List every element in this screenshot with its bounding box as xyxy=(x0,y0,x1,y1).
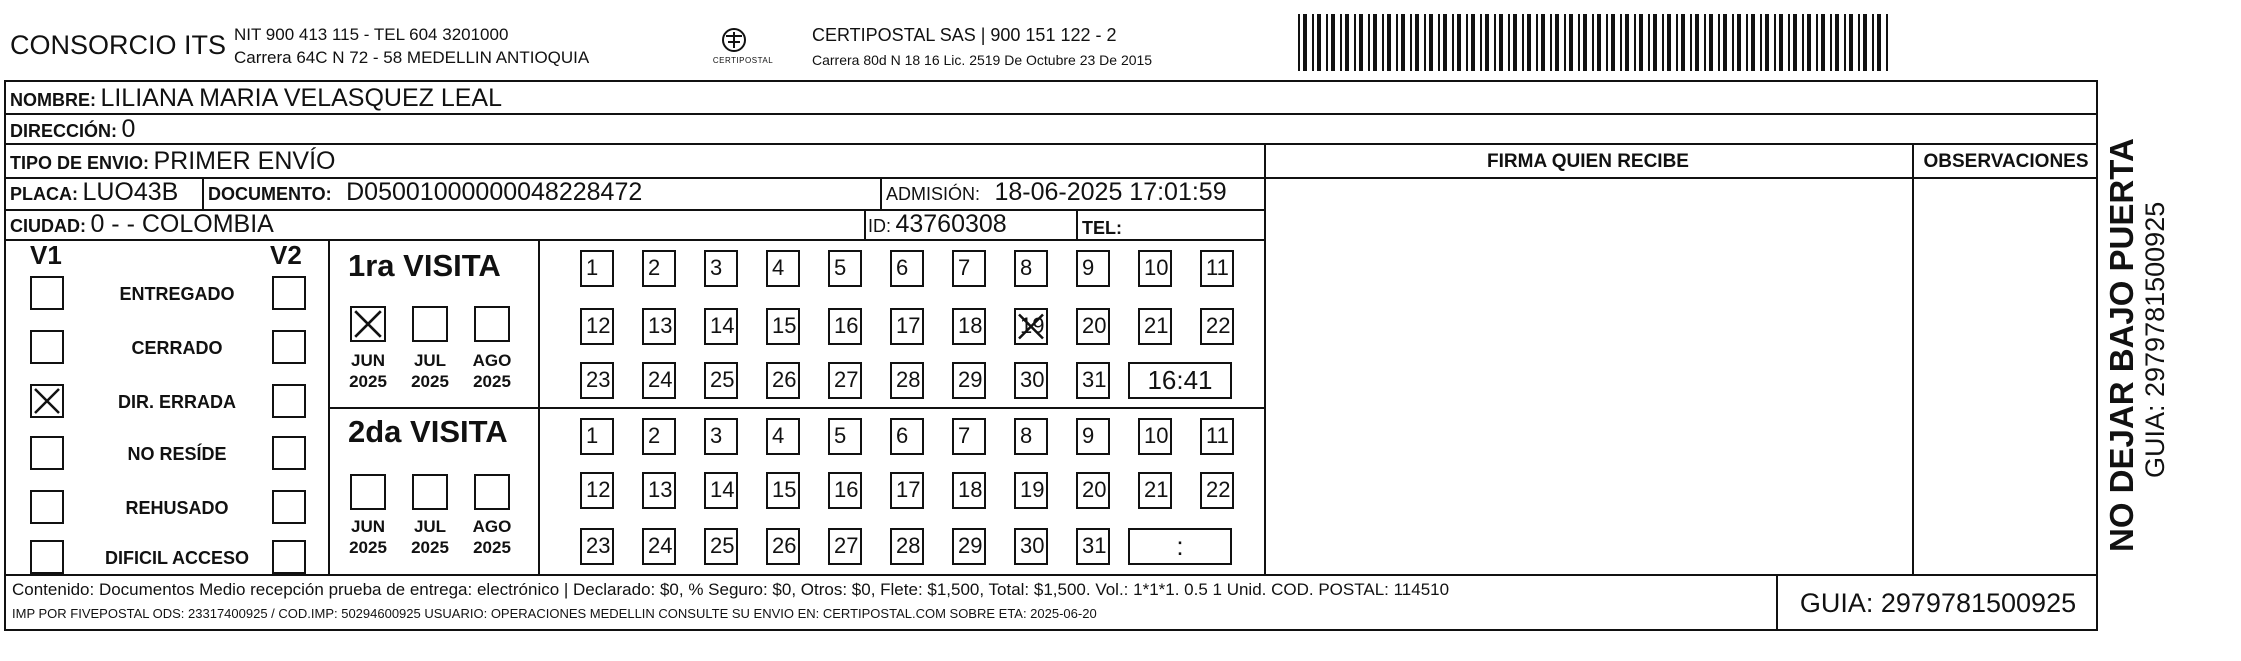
status-option-label: NO RESÍDE xyxy=(127,444,227,464)
v1-checkbox[interactable] xyxy=(30,330,64,364)
visit2-title: 2da VISITA xyxy=(348,414,508,449)
visit1-day-box[interactable]: 2 xyxy=(642,250,676,287)
visit2-day-box[interactable]: 20 xyxy=(1076,472,1110,509)
v2-checkbox[interactable] xyxy=(272,330,306,364)
v1-checkbox[interactable] xyxy=(30,276,64,310)
v1-checkbox[interactable] xyxy=(30,436,64,470)
visit1-month-label: JUN xyxy=(350,351,385,370)
barcode-icon xyxy=(1298,14,1894,71)
signature-area[interactable] xyxy=(1266,179,1910,572)
visit1-day-box[interactable]: 28 xyxy=(890,362,924,399)
visit1-day-box[interactable]: 5 xyxy=(828,250,862,287)
visit2-day-box[interactable]: 10 xyxy=(1138,418,1172,455)
observations-header: OBSERVACIONES xyxy=(1923,151,2089,172)
visit1-year-label: 2025 xyxy=(473,372,511,391)
visit1-day-box[interactable]: 4 xyxy=(766,250,800,287)
address-value: 0 xyxy=(121,115,136,143)
id-field xyxy=(868,210,1007,239)
name-label: NOMBRE: xyxy=(10,90,96,110)
visit2-day-box[interactable]: 7 xyxy=(952,418,986,455)
visit2-day-box[interactable]: 1 xyxy=(580,418,614,455)
visit1-day-box[interactable]: 13 xyxy=(642,308,676,345)
v2-checkbox[interactable] xyxy=(272,490,306,524)
visit2-day-box[interactable]: 3 xyxy=(704,418,738,455)
v1-checkbox[interactable] xyxy=(30,490,64,524)
visit1-day-box[interactable]: 14 xyxy=(704,308,738,345)
visit2-month-checkbox[interactable] xyxy=(412,474,448,510)
v1-label: V1 xyxy=(30,240,62,270)
logo-text: CERTIPOSTAL xyxy=(712,56,774,65)
visit2-day-box[interactable]: 22 xyxy=(1200,472,1234,509)
v2-checkbox[interactable] xyxy=(272,540,306,574)
visit1-day-box[interactable]: 15 xyxy=(766,308,800,345)
visit1-day-box[interactable]: 22 xyxy=(1200,308,1234,345)
shipment-type-field xyxy=(10,147,335,176)
visit2-year-label: 2025 xyxy=(349,538,387,557)
content-line: Contenido: Documentos Medio recepción prueba de entrega: electrónico | Declarado: $0, % Seguro: $0, Otros: $0, Flete: $1,500, Total: $1,500. Vol.: 1*1*1. 0.5 1 Unid. COD. POSTAL: 114510 xyxy=(12,580,1450,599)
city-label: CIUDAD: xyxy=(10,216,86,236)
plate-label: PLACA: xyxy=(10,184,78,204)
document-value: D05001000000048228472 xyxy=(346,178,643,206)
certipostal-address: Carrera 80d N 18 16 Lic. 2519 De Octubre 23 De 2015 xyxy=(812,52,1153,68)
plate-value: LUO43B xyxy=(82,178,179,206)
tel-label: TEL: xyxy=(1082,218,1122,238)
x-mark-icon xyxy=(352,308,384,340)
x-mark-icon xyxy=(32,386,62,416)
status-option-label: CERRADO xyxy=(131,338,223,358)
visit2-day-box[interactable]: 24 xyxy=(642,528,676,565)
city-field xyxy=(10,210,274,239)
visit2-day-box[interactable]: 11 xyxy=(1200,418,1234,455)
certipostal-logo xyxy=(708,22,778,70)
visit2-month-checkbox[interactable] xyxy=(474,474,510,510)
document-label: DOCUMENTO: xyxy=(208,184,332,204)
tel-field xyxy=(1082,212,1122,241)
v2-checkbox[interactable] xyxy=(272,384,306,418)
id-label: ID: xyxy=(868,216,892,236)
visit2-day-box[interactable]: 19 xyxy=(1014,472,1048,509)
visit1-day-box[interactable]: 24 xyxy=(642,362,676,399)
visit2-year-label: 2025 xyxy=(411,538,449,557)
visit2-day-box[interactable]: 25 xyxy=(704,528,738,565)
visit2-month-label: JUL xyxy=(413,517,447,536)
visit1-day-box[interactable]: 8 xyxy=(1014,250,1048,287)
visit1-year-label: 2025 xyxy=(411,372,449,391)
visit1-day-box[interactable]: 30 xyxy=(1014,362,1048,399)
visit1-day-box[interactable]: 7 xyxy=(952,250,986,287)
shipment-type-value: PRIMER ENVÍO xyxy=(153,147,336,175)
visit2-month-label: AGO xyxy=(472,517,512,536)
visit2-day-box[interactable]: 18 xyxy=(952,472,986,509)
visit1-day-box[interactable]: 1 xyxy=(580,250,614,287)
visit1-day-box[interactable]: 9 xyxy=(1076,250,1110,287)
name-value: LILIANA MARIA VELASQUEZ LEAL xyxy=(100,84,503,112)
visit1-month-label: JUL xyxy=(413,351,447,370)
shipment-type-label: TIPO DE ENVIO: xyxy=(10,153,150,173)
imp-line: IMP POR FIVEPOSTAL ODS: 23317400925 / COD.IMP: 50294600925 USUARIO: OPERACIONES MEDELLIN CONSULTE SU ENVIO EN: CERTIPOSTAL.COM SOBRE ETA: 2025-06-20 xyxy=(12,606,1097,621)
visit1-year-label: 2025 xyxy=(349,372,387,391)
visit2-day-box[interactable]: 12 xyxy=(580,472,614,509)
admission-value: 18-06-2025 17:01:59 xyxy=(994,178,1227,206)
visit2-day-box[interactable]: 29 xyxy=(952,528,986,565)
visit1-day-box[interactable]: 16 xyxy=(828,308,862,345)
side-guide-number: GUIA: 2979781500925 xyxy=(2140,201,2170,478)
visit2-day-box[interactable]: 5 xyxy=(828,418,862,455)
company-name: CONSORCIO ITS xyxy=(10,30,227,60)
plate-field xyxy=(10,178,178,207)
visit2-month-checkbox[interactable] xyxy=(350,474,386,510)
admission-field xyxy=(886,178,1227,207)
no-under-door-warning: NO DEJAR BAJO PUERTA xyxy=(2103,138,2140,552)
visit2-day-box[interactable]: 8 xyxy=(1014,418,1048,455)
status-option-label: ENTREGADO xyxy=(119,284,235,304)
v2-label: V2 xyxy=(270,240,302,270)
visit2-day-box[interactable]: 16 xyxy=(828,472,862,509)
admission-label: ADMISIÓN: xyxy=(886,184,981,204)
v1-checkbox[interactable] xyxy=(30,384,64,418)
barcode xyxy=(1298,14,1894,71)
visit2-day-box[interactable]: 23 xyxy=(580,528,614,565)
visit2-day-box[interactable]: 27 xyxy=(828,528,862,565)
visit2-day-box[interactable]: 17 xyxy=(890,472,924,509)
visit1-day-box[interactable]: 21 xyxy=(1138,308,1172,345)
v2-checkbox[interactable] xyxy=(272,276,306,310)
visit2-day-box[interactable]: 9 xyxy=(1076,418,1110,455)
id-value: 43760308 xyxy=(895,210,1007,238)
document-field xyxy=(208,178,642,207)
visit2-day-box[interactable]: 2 xyxy=(642,418,676,455)
visit2-day-box[interactable]: 13 xyxy=(642,472,676,509)
visit2-day-box[interactable]: 6 xyxy=(890,418,924,455)
visit1-day-box[interactable]: 26 xyxy=(766,362,800,399)
visit1-day-box[interactable]: 11 xyxy=(1200,250,1234,287)
status-option-label: REHUSADO xyxy=(125,498,229,518)
status-option-label: DIR. ERRADA xyxy=(117,392,236,412)
visit2-day-box[interactable]: 21 xyxy=(1138,472,1172,509)
visit1-day-box[interactable]: 6 xyxy=(890,250,924,287)
visit1-title: 1ra VISITA xyxy=(348,248,501,283)
visit1-day-box[interactable]: 27 xyxy=(828,362,862,399)
visit2-day-box[interactable]: 30 xyxy=(1014,528,1048,565)
visit1-month-checkbox[interactable] xyxy=(474,306,510,342)
visit1-day-box[interactable]: 23 xyxy=(580,362,614,399)
visit1-month-checkbox[interactable] xyxy=(350,306,386,342)
v1-checkbox[interactable] xyxy=(30,540,64,574)
address-label: DIRECCIÓN: xyxy=(10,121,117,141)
visit2-year-label: 2025 xyxy=(473,538,511,557)
observations-area[interactable] xyxy=(1914,179,2096,572)
visit1-month-checkbox[interactable] xyxy=(412,306,448,342)
visit1-day-box[interactable]: 29 xyxy=(952,362,986,399)
visit1-time-box[interactable]: 16:41 xyxy=(1128,362,1232,399)
visit1-day-box[interactable]: 20 xyxy=(1076,308,1110,345)
visit1-day-box[interactable]: 12 xyxy=(580,308,614,345)
visit1-day-box[interactable]: 17 xyxy=(890,308,924,345)
visit2-day-box[interactable]: 31 xyxy=(1076,528,1110,565)
company-nit: NIT 900 413 115 - TEL 604 3201000 xyxy=(234,25,509,44)
visit1-day-box[interactable]: 18 xyxy=(952,308,986,345)
signature-header: FIRMA QUIEN RECIBE xyxy=(1487,151,1689,172)
address-field xyxy=(10,115,135,144)
x-mark-icon xyxy=(1016,310,1046,343)
visit2-day-box[interactable]: 15 xyxy=(766,472,800,509)
visit2-time-box[interactable]: : xyxy=(1128,528,1232,565)
company-address: Carrera 64C N 72 - 58 MEDELLIN ANTIOQUIA xyxy=(234,48,590,67)
visit1-day-box[interactable]: 25 xyxy=(704,362,738,399)
visit2-day-box[interactable]: 14 xyxy=(704,472,738,509)
visit1-day-box[interactable]: 10 xyxy=(1138,250,1172,287)
visit2-day-box[interactable]: 4 xyxy=(766,418,800,455)
visit1-day-box[interactable]: 19 xyxy=(1014,308,1048,345)
footer-guide-number: GUIA: 2979781500925 xyxy=(1799,588,2077,618)
visit1-month-label: AGO xyxy=(472,351,512,370)
visit2-day-box[interactable]: 28 xyxy=(890,528,924,565)
status-option-label: DIFICIL ACCESO xyxy=(104,548,249,568)
v2-checkbox[interactable] xyxy=(272,436,306,470)
visit2-month-label: JUN xyxy=(350,517,385,536)
name-field xyxy=(10,84,502,113)
visit1-day-box[interactable]: 31 xyxy=(1076,362,1110,399)
visit1-day-box[interactable]: 3 xyxy=(704,250,738,287)
certipostal-nit: CERTIPOSTAL SAS | 900 151 122 - 2 xyxy=(812,25,1117,45)
city-value: 0 - - COLOMBIA xyxy=(90,210,274,238)
visit2-day-box[interactable]: 26 xyxy=(766,528,800,565)
